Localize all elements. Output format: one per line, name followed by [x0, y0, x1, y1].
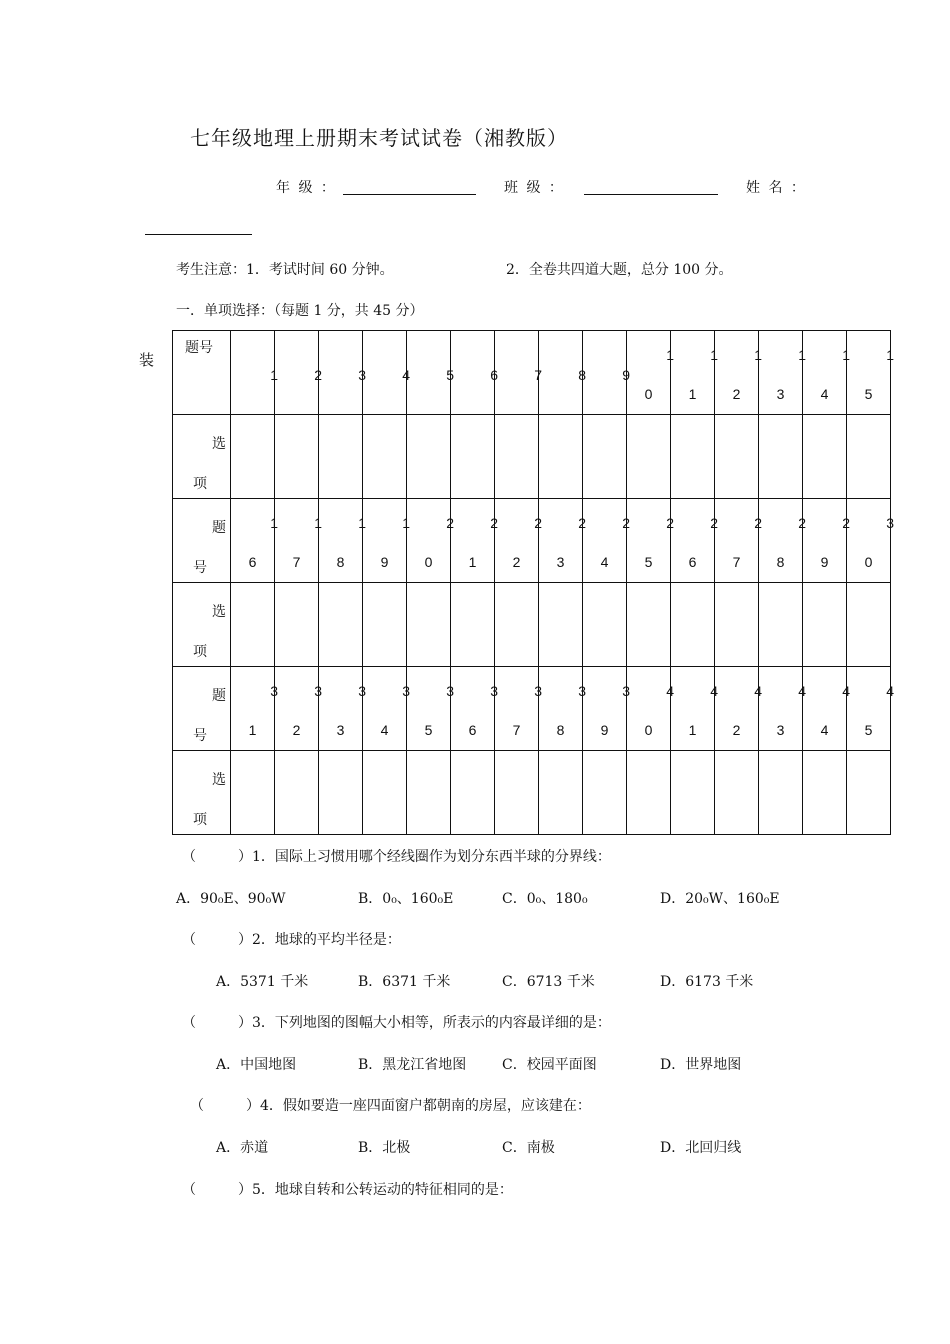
answer-grid	[172, 330, 894, 835]
digit-tens: 3	[622, 683, 630, 699]
digit-ones: 0	[424, 554, 433, 570]
row-label-number	[173, 667, 231, 751]
question-number-cell	[495, 667, 542, 751]
question-number-cell	[583, 499, 630, 583]
digit-tens: 2	[490, 515, 498, 531]
name-label: 姓 名 ：	[746, 180, 807, 196]
question-number-cell	[759, 331, 806, 415]
digit-ones: 1	[468, 554, 477, 570]
question-number-cell	[451, 499, 498, 583]
label-text: 选	[212, 604, 226, 620]
digit-ones: 8	[776, 554, 785, 570]
answer-cell[interactable]	[803, 415, 847, 499]
section-1-heading: 一．单项选择：（每题 1 分，共 45 分）	[176, 303, 424, 319]
digit-tens: 2	[842, 515, 850, 531]
digit-tens: 3	[358, 683, 366, 699]
question-number-cell	[363, 667, 410, 751]
question-number-cell	[275, 667, 322, 751]
label-text: 项	[193, 812, 207, 828]
digit-ones: 8	[336, 554, 345, 570]
digit-tens: 2	[578, 515, 586, 531]
answer-cell[interactable]	[363, 415, 407, 499]
answer-cell[interactable]	[715, 751, 759, 835]
answer-cell[interactable]	[583, 583, 627, 667]
digit-ones: 5	[864, 722, 873, 738]
answer-cell[interactable]	[759, 751, 803, 835]
question-number-cell	[627, 499, 674, 583]
answer-cell[interactable]	[363, 751, 407, 835]
digit-ones: 2	[732, 722, 741, 738]
question-stem: （ ）4．假如要造一座四面窗户都朝南的房屋，应该建在：	[190, 1098, 591, 1114]
question-number-cell	[407, 499, 454, 583]
question-number-cell	[715, 667, 762, 751]
question-number-cell	[231, 667, 278, 751]
label-text: 题	[212, 688, 226, 704]
answer-option[interactable]: C．南极	[502, 1140, 555, 1156]
digit-ones: 9	[622, 367, 630, 383]
answer-option[interactable]: A．90₀E、90₀W	[176, 891, 286, 907]
row-label-answer	[173, 415, 231, 499]
answer-cell[interactable]	[847, 415, 891, 499]
answer-cell[interactable]	[451, 415, 495, 499]
question-number-cell	[363, 499, 410, 583]
answer-cell[interactable]	[319, 583, 363, 667]
question-number-cell	[583, 331, 630, 415]
digit-ones: 3	[358, 367, 366, 383]
digit-tens: 4	[710, 683, 718, 699]
grade-label: 年 级 ：	[276, 180, 337, 196]
answer-cell[interactable]	[231, 415, 275, 499]
answer-cell[interactable]	[847, 583, 891, 667]
question-number-cell	[275, 499, 322, 583]
answer-option[interactable]: C．6713 千米	[502, 974, 595, 990]
answer-cell[interactable]	[495, 415, 539, 499]
answer-option[interactable]: C．校园平面图	[502, 1057, 597, 1073]
digit-ones: 3	[776, 722, 785, 738]
answer-cell[interactable]	[715, 415, 759, 499]
question-number-cell	[539, 331, 586, 415]
digit-ones: 1	[248, 722, 257, 738]
digit-ones: 1	[688, 386, 697, 402]
digit-ones: 2	[292, 722, 301, 738]
digit-ones: 9	[820, 554, 829, 570]
digit-ones: 3	[776, 386, 785, 402]
answer-cell[interactable]	[495, 751, 539, 835]
question-number-cell	[583, 667, 630, 751]
digit-ones: 6	[688, 554, 697, 570]
digit-tens: 3	[490, 683, 498, 699]
digit-tens: 4	[754, 683, 762, 699]
question-number-cell	[407, 667, 454, 751]
label-text: 题号	[185, 340, 213, 356]
question-stem: （ ）2．地球的平均半径是：	[182, 932, 401, 948]
question-number-cell	[539, 667, 586, 751]
question-number-cell	[451, 331, 498, 415]
binding-mark: 装	[139, 351, 155, 369]
digit-ones: 7	[292, 554, 301, 570]
digit-ones: 0	[864, 554, 873, 570]
answer-cell[interactable]	[451, 583, 495, 667]
question-number-cell	[759, 667, 806, 751]
digit-ones: 3	[336, 722, 345, 738]
digit-tens: 4	[666, 683, 674, 699]
answer-cell[interactable]	[803, 751, 847, 835]
question-number-cell	[715, 499, 762, 583]
question-number-cell	[363, 331, 410, 415]
question-number-cell	[671, 499, 718, 583]
question-number-cell	[715, 331, 762, 415]
answer-option[interactable]: A．赤道	[216, 1140, 269, 1156]
answer-option[interactable]: D．世界地图	[660, 1057, 742, 1073]
digit-ones: 0	[644, 722, 653, 738]
answer-option[interactable]: B．0₀、160₀E	[358, 891, 454, 907]
question-number-cell	[847, 331, 894, 415]
question-number-cell	[319, 499, 366, 583]
answer-option[interactable]: B．黑龙江省地图	[358, 1057, 467, 1073]
digit-tens: 1	[886, 347, 894, 363]
notice-item-2: 2．全卷共四道大题，总分 100 分。	[506, 262, 733, 278]
digit-ones: 4	[380, 722, 389, 738]
question-number-row	[173, 331, 891, 415]
question-number-cell	[495, 331, 542, 415]
answer-row	[173, 415, 891, 499]
digit-tens: 2	[798, 515, 806, 531]
digit-ones: 5	[424, 722, 433, 738]
answer-cell[interactable]	[539, 583, 583, 667]
answer-cell[interactable]	[803, 583, 847, 667]
digit-tens: 2	[446, 515, 454, 531]
answer-cell[interactable]	[583, 751, 627, 835]
digit-ones: 3	[556, 554, 565, 570]
answer-cell[interactable]	[539, 415, 583, 499]
answer-cell[interactable]	[627, 751, 671, 835]
digit-ones: 7	[512, 722, 521, 738]
label-text: 项	[193, 644, 207, 660]
page-title: 七年级地理上册期末考试试卷（湘教版）	[190, 126, 568, 150]
answer-cell[interactable]	[627, 415, 671, 499]
digit-ones: 6	[468, 722, 477, 738]
digit-ones: 4	[402, 367, 410, 383]
digit-ones: 9	[600, 722, 609, 738]
digit-ones: 6	[248, 554, 257, 570]
row-label-answer	[173, 751, 231, 835]
answer-option[interactable]: A．5371 千米	[216, 974, 309, 990]
answer-cell[interactable]	[407, 415, 451, 499]
digit-tens: 1	[358, 515, 366, 531]
digit-tens: 1	[710, 347, 718, 363]
label-text: 号	[193, 728, 207, 744]
answer-cell[interactable]	[759, 415, 803, 499]
digit-tens: 2	[754, 515, 762, 531]
digit-ones: 2	[512, 554, 521, 570]
answer-cell[interactable]	[583, 415, 627, 499]
answer-option[interactable]: D．20₀W、160₀E	[660, 891, 780, 907]
answer-option[interactable]: A．中国地图	[216, 1057, 297, 1073]
digit-ones: 9	[380, 554, 389, 570]
digit-ones: 1	[688, 722, 697, 738]
answer-cell[interactable]	[671, 415, 715, 499]
question-stem: （ ）1．国际上习惯用哪个经线圈作为划分东西半球的分界线：	[182, 849, 611, 865]
answer-cell[interactable]	[319, 751, 363, 835]
answer-option[interactable]: C．0₀、180₀	[502, 891, 588, 907]
digit-tens: 3	[578, 683, 586, 699]
answer-row	[173, 583, 891, 667]
label-text: 号	[193, 560, 207, 576]
digit-tens: 1	[402, 515, 410, 531]
answer-cell[interactable]	[539, 751, 583, 835]
digit-tens: 4	[842, 683, 850, 699]
digit-ones: 8	[556, 722, 565, 738]
question-number-cell	[803, 331, 850, 415]
question-number-cell	[671, 331, 718, 415]
question-number-cell	[627, 667, 674, 751]
question-number-row	[173, 499, 891, 583]
answer-cell[interactable]	[627, 583, 671, 667]
class-label: 班 级 ：	[504, 180, 565, 196]
digit-tens: 2	[622, 515, 630, 531]
digit-ones: 2	[732, 386, 741, 402]
answer-cell[interactable]	[363, 583, 407, 667]
digit-tens: 1	[270, 515, 278, 531]
question-number-cell	[539, 499, 586, 583]
digit-ones: 1	[270, 367, 278, 383]
digit-ones: 7	[732, 554, 741, 570]
answer-cell[interactable]	[671, 583, 715, 667]
digit-tens: 3	[886, 515, 894, 531]
digit-tens: 3	[314, 683, 322, 699]
answer-cell[interactable]	[847, 751, 891, 835]
question-stem: （ ）5．地球自转和公转运动的特征相同的是：	[182, 1182, 513, 1198]
question-number-cell	[803, 499, 850, 583]
digit-ones: 5	[644, 554, 653, 570]
class-field[interactable]	[584, 194, 718, 195]
answer-cell[interactable]	[407, 751, 451, 835]
answer-row	[173, 751, 891, 835]
question-number-cell	[407, 331, 454, 415]
digit-tens: 2	[534, 515, 542, 531]
answer-cell[interactable]	[671, 751, 715, 835]
digit-ones: 8	[578, 367, 586, 383]
answer-cell[interactable]	[715, 583, 759, 667]
row-label-number	[173, 499, 231, 583]
digit-ones: 2	[314, 367, 322, 383]
question-number-cell	[319, 331, 366, 415]
digit-ones: 5	[864, 386, 873, 402]
row-label-number	[173, 331, 231, 415]
digit-tens: 4	[798, 683, 806, 699]
answer-option[interactable]: B．北极	[358, 1140, 411, 1156]
digit-tens: 2	[666, 515, 674, 531]
answer-cell[interactable]	[451, 751, 495, 835]
row-label-answer	[173, 583, 231, 667]
name-field[interactable]	[145, 234, 252, 235]
question-number-cell	[275, 331, 322, 415]
question-number-cell	[231, 331, 278, 415]
question-number-cell	[847, 667, 894, 751]
question-number-cell	[803, 667, 850, 751]
question-number-cell	[451, 667, 498, 751]
answer-cell[interactable]	[231, 583, 275, 667]
answer-option[interactable]: D．6173 千米	[660, 974, 754, 990]
question-number-cell	[847, 499, 894, 583]
question-number-cell	[231, 499, 278, 583]
digit-ones: 7	[534, 367, 542, 383]
question-number-cell	[495, 499, 542, 583]
answer-cell[interactable]	[275, 415, 319, 499]
label-text: 项	[193, 476, 207, 492]
digit-ones: 6	[490, 367, 498, 383]
answer-cell[interactable]	[407, 583, 451, 667]
digit-tens: 3	[534, 683, 542, 699]
digit-ones: 4	[820, 386, 829, 402]
question-stem: （ ）3．下列地图的图幅大小相等，所表示的内容最详细的是：	[182, 1015, 611, 1031]
question-number-cell	[319, 667, 366, 751]
answer-option[interactable]: D．北回归线	[660, 1140, 742, 1156]
digit-ones: 4	[820, 722, 829, 738]
answer-option[interactable]: B．6371 千米	[358, 974, 451, 990]
exam-notice	[176, 259, 733, 279]
label-text: 题	[212, 520, 226, 536]
label-text: 选	[212, 436, 226, 452]
answer-cell[interactable]	[319, 415, 363, 499]
question-number-cell	[671, 667, 718, 751]
digit-tens: 2	[710, 515, 718, 531]
digit-tens: 4	[886, 683, 894, 699]
digit-tens: 1	[842, 347, 850, 363]
question-number-row	[173, 667, 891, 751]
digit-tens: 3	[402, 683, 410, 699]
digit-tens: 1	[314, 515, 322, 531]
digit-tens: 1	[754, 347, 762, 363]
digit-ones: 0	[644, 386, 653, 402]
answer-cell[interactable]	[275, 751, 319, 835]
grade-field[interactable]	[343, 194, 476, 195]
question-number-cell	[759, 499, 806, 583]
answer-cell[interactable]	[275, 583, 319, 667]
question-number-cell	[627, 331, 674, 415]
label-text: 选	[212, 772, 226, 788]
digit-tens: 1	[666, 347, 674, 363]
notice-item-1: 考生注意：1．考试时间 60 分钟。	[176, 262, 394, 278]
answer-cell[interactable]	[495, 583, 539, 667]
answer-cell[interactable]	[759, 583, 803, 667]
digit-tens: 3	[446, 683, 454, 699]
digit-ones: 4	[600, 554, 609, 570]
digit-tens: 1	[798, 347, 806, 363]
digit-ones: 5	[446, 367, 454, 383]
answer-cell[interactable]	[231, 751, 275, 835]
digit-tens: 3	[270, 683, 278, 699]
